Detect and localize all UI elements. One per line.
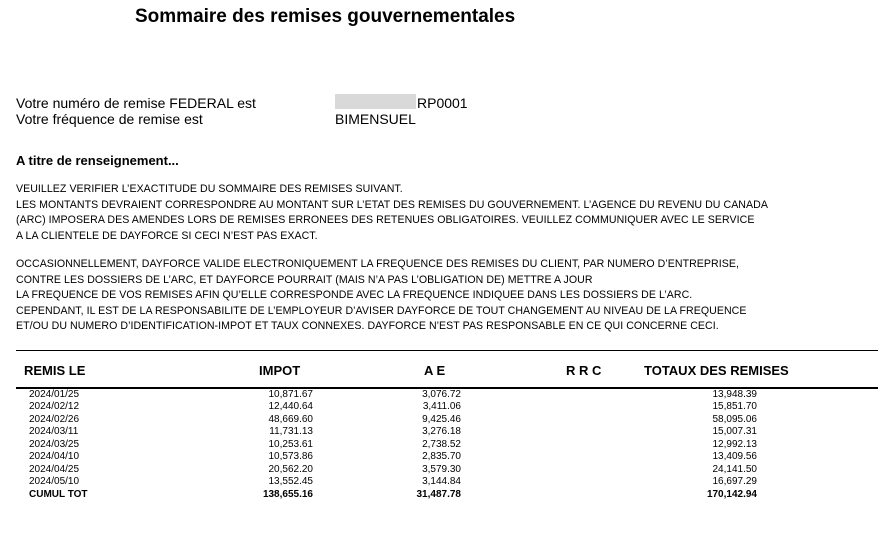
cell-total: 13,409.56: [712, 451, 757, 463]
table-row: [0, 451, 878, 462]
cell-ae: 3,144.84: [422, 476, 461, 488]
cell-date: 2024/04/10: [29, 451, 80, 463]
col-header-ae: A E: [424, 363, 446, 378]
cell-total: 58,095.06: [712, 413, 757, 425]
cell-total: 15,007.31: [712, 426, 757, 438]
cell-total: 170,142.94: [706, 488, 757, 500]
notice-line: CONTRE LES DOSSIERS DE L’ARC, ET DAYFORCE POURRAIT (MAIS N’A PAS L’OBLIGATION DE) METTRE A JOUR: [16, 273, 593, 286]
col-header-totaux: TOTAUX DES REMISES: [644, 363, 789, 378]
cell-date: CUMUL TOT: [29, 488, 88, 500]
cell-impot: 11,731.13: [269, 426, 313, 438]
cell-total: 15,851.70: [712, 401, 757, 413]
notice-line: LES MONTANTS DEVRAIENT CORRESPONDRE AU MONTANT SUR L’ETAT DES REMISES DU GOUVERNEMENT. L’AGENCE DU REVENU DU CANADA: [16, 198, 768, 211]
notice-line: A LA CLIENTELE DE DAYFORCE SI CECI N’EST PAS EXACT.: [16, 229, 318, 242]
table-row: [0, 439, 878, 450]
col-header-remis-le: REMIS LE: [24, 363, 86, 378]
cell-impot: 48,669.60: [268, 413, 313, 425]
remise-number-label: Votre numéro de remise FEDERAL est: [16, 95, 256, 111]
table-header: [16, 350, 878, 389]
cell-impot: 20,562.20: [268, 463, 313, 475]
cell-total: 13,948.39: [712, 389, 757, 400]
cell-ae: 9,425.46: [422, 413, 461, 425]
cell-date: 2024/03/11: [29, 426, 79, 438]
cell-date: 2024/02/26: [29, 413, 80, 425]
cell-date: 2024/04/25: [29, 463, 80, 475]
cell-ae: 3,579.30: [422, 463, 461, 475]
cell-ae: 3,276.18: [422, 426, 461, 438]
cell-ae: 2,738.52: [422, 438, 461, 450]
notice-line: ET/OU DU NUMERO D’IDENTIFICATION-IMPOT ET TAUX CONNEXES. DAYFORCE N’EST PAS RESPONSABLE EN CE QUI CONCERNE CECI.: [16, 320, 719, 332]
cell-ae: 3,076.72: [422, 389, 461, 400]
cell-date: 2024/03/25: [29, 438, 80, 450]
cell-date: 2024/01/25: [29, 389, 80, 400]
cell-impot: 10,253.61: [268, 438, 313, 450]
notice-line: OCCASIONNELLEMENT, DAYFORCE VALIDE ELECTRONIQUEMENT LA FREQUENCE DES REMISES DU CLIENT, PAR NUMERO D’ENTREPRISE,: [16, 258, 739, 270]
remise-frequency-value: BIMENSUEL: [335, 111, 416, 127]
cell-ae: 3,411.06: [422, 401, 461, 413]
cell-date: 2024/02/12: [29, 401, 80, 413]
remise-number-value: RP0001: [417, 95, 468, 111]
col-header-rrc: R R C: [566, 363, 602, 378]
cell-total: 12,992.13: [712, 438, 757, 450]
cell-date: 2024/05/10: [29, 476, 80, 488]
col-header-impot: IMPOT: [259, 363, 301, 378]
notice-line: LA FREQUENCE DE VOS REMISES AFIN QU’ELLE CORRESPONDE AVEC LA FREQUENCE INDIQUEE DANS LES DOSSIERS DE L’ARC.: [16, 289, 693, 301]
notice-line: (ARC) IMPOSERA DES AMENDES LORS DE REMISES ERRONEES DES RETENUES OBLIGATOIRES. VEUILLEZ COMMUNIQUER AVEC LE SERVICE: [16, 214, 755, 226]
notice-paragraph-2: [16, 257, 746, 335]
table-total-row: [0, 489, 878, 500]
table-row: [0, 426, 878, 437]
cell-impot: 13,552.45: [268, 476, 313, 488]
cell-ae: 31,487.78: [416, 488, 461, 500]
cell-impot: 12,440.64: [268, 401, 313, 413]
cell-impot: 10,871.67: [268, 389, 313, 400]
notice-paragraph-1: [16, 182, 768, 244]
table-row: [0, 464, 878, 475]
notice-line: VEUILLEZ VERIFIER L’EXACTITUDE DU SOMMAIRE DES REMISES SUIVANT.: [16, 183, 403, 195]
cell-total: 16,697.29: [712, 476, 757, 488]
cell-impot: 10,573.86: [268, 451, 313, 463]
cell-total: 24,141.50: [712, 463, 757, 475]
table-row: [0, 414, 878, 425]
table-row: [0, 389, 878, 400]
table-row: [0, 401, 878, 412]
notice-line: CEPENDANT, IL EST DE LA RESPONSABILITE DE L’EMPLOYEUR D’AVISER DAYFORCE DE TOUT CHANGEMENT AU NIVEAU DE LA FREQUENCE: [16, 304, 747, 317]
table-row: [0, 476, 878, 487]
cell-impot: 138,655.16: [262, 488, 313, 500]
cell-ae: 2,835.70: [422, 451, 461, 463]
remise-frequency-label: Votre fréquence de remise est: [16, 111, 203, 127]
notice-heading: A titre de renseignement...: [16, 153, 179, 168]
page-title: Sommaire des remises gouvernementales: [135, 6, 516, 27]
redacted-business-number: [335, 94, 416, 109]
